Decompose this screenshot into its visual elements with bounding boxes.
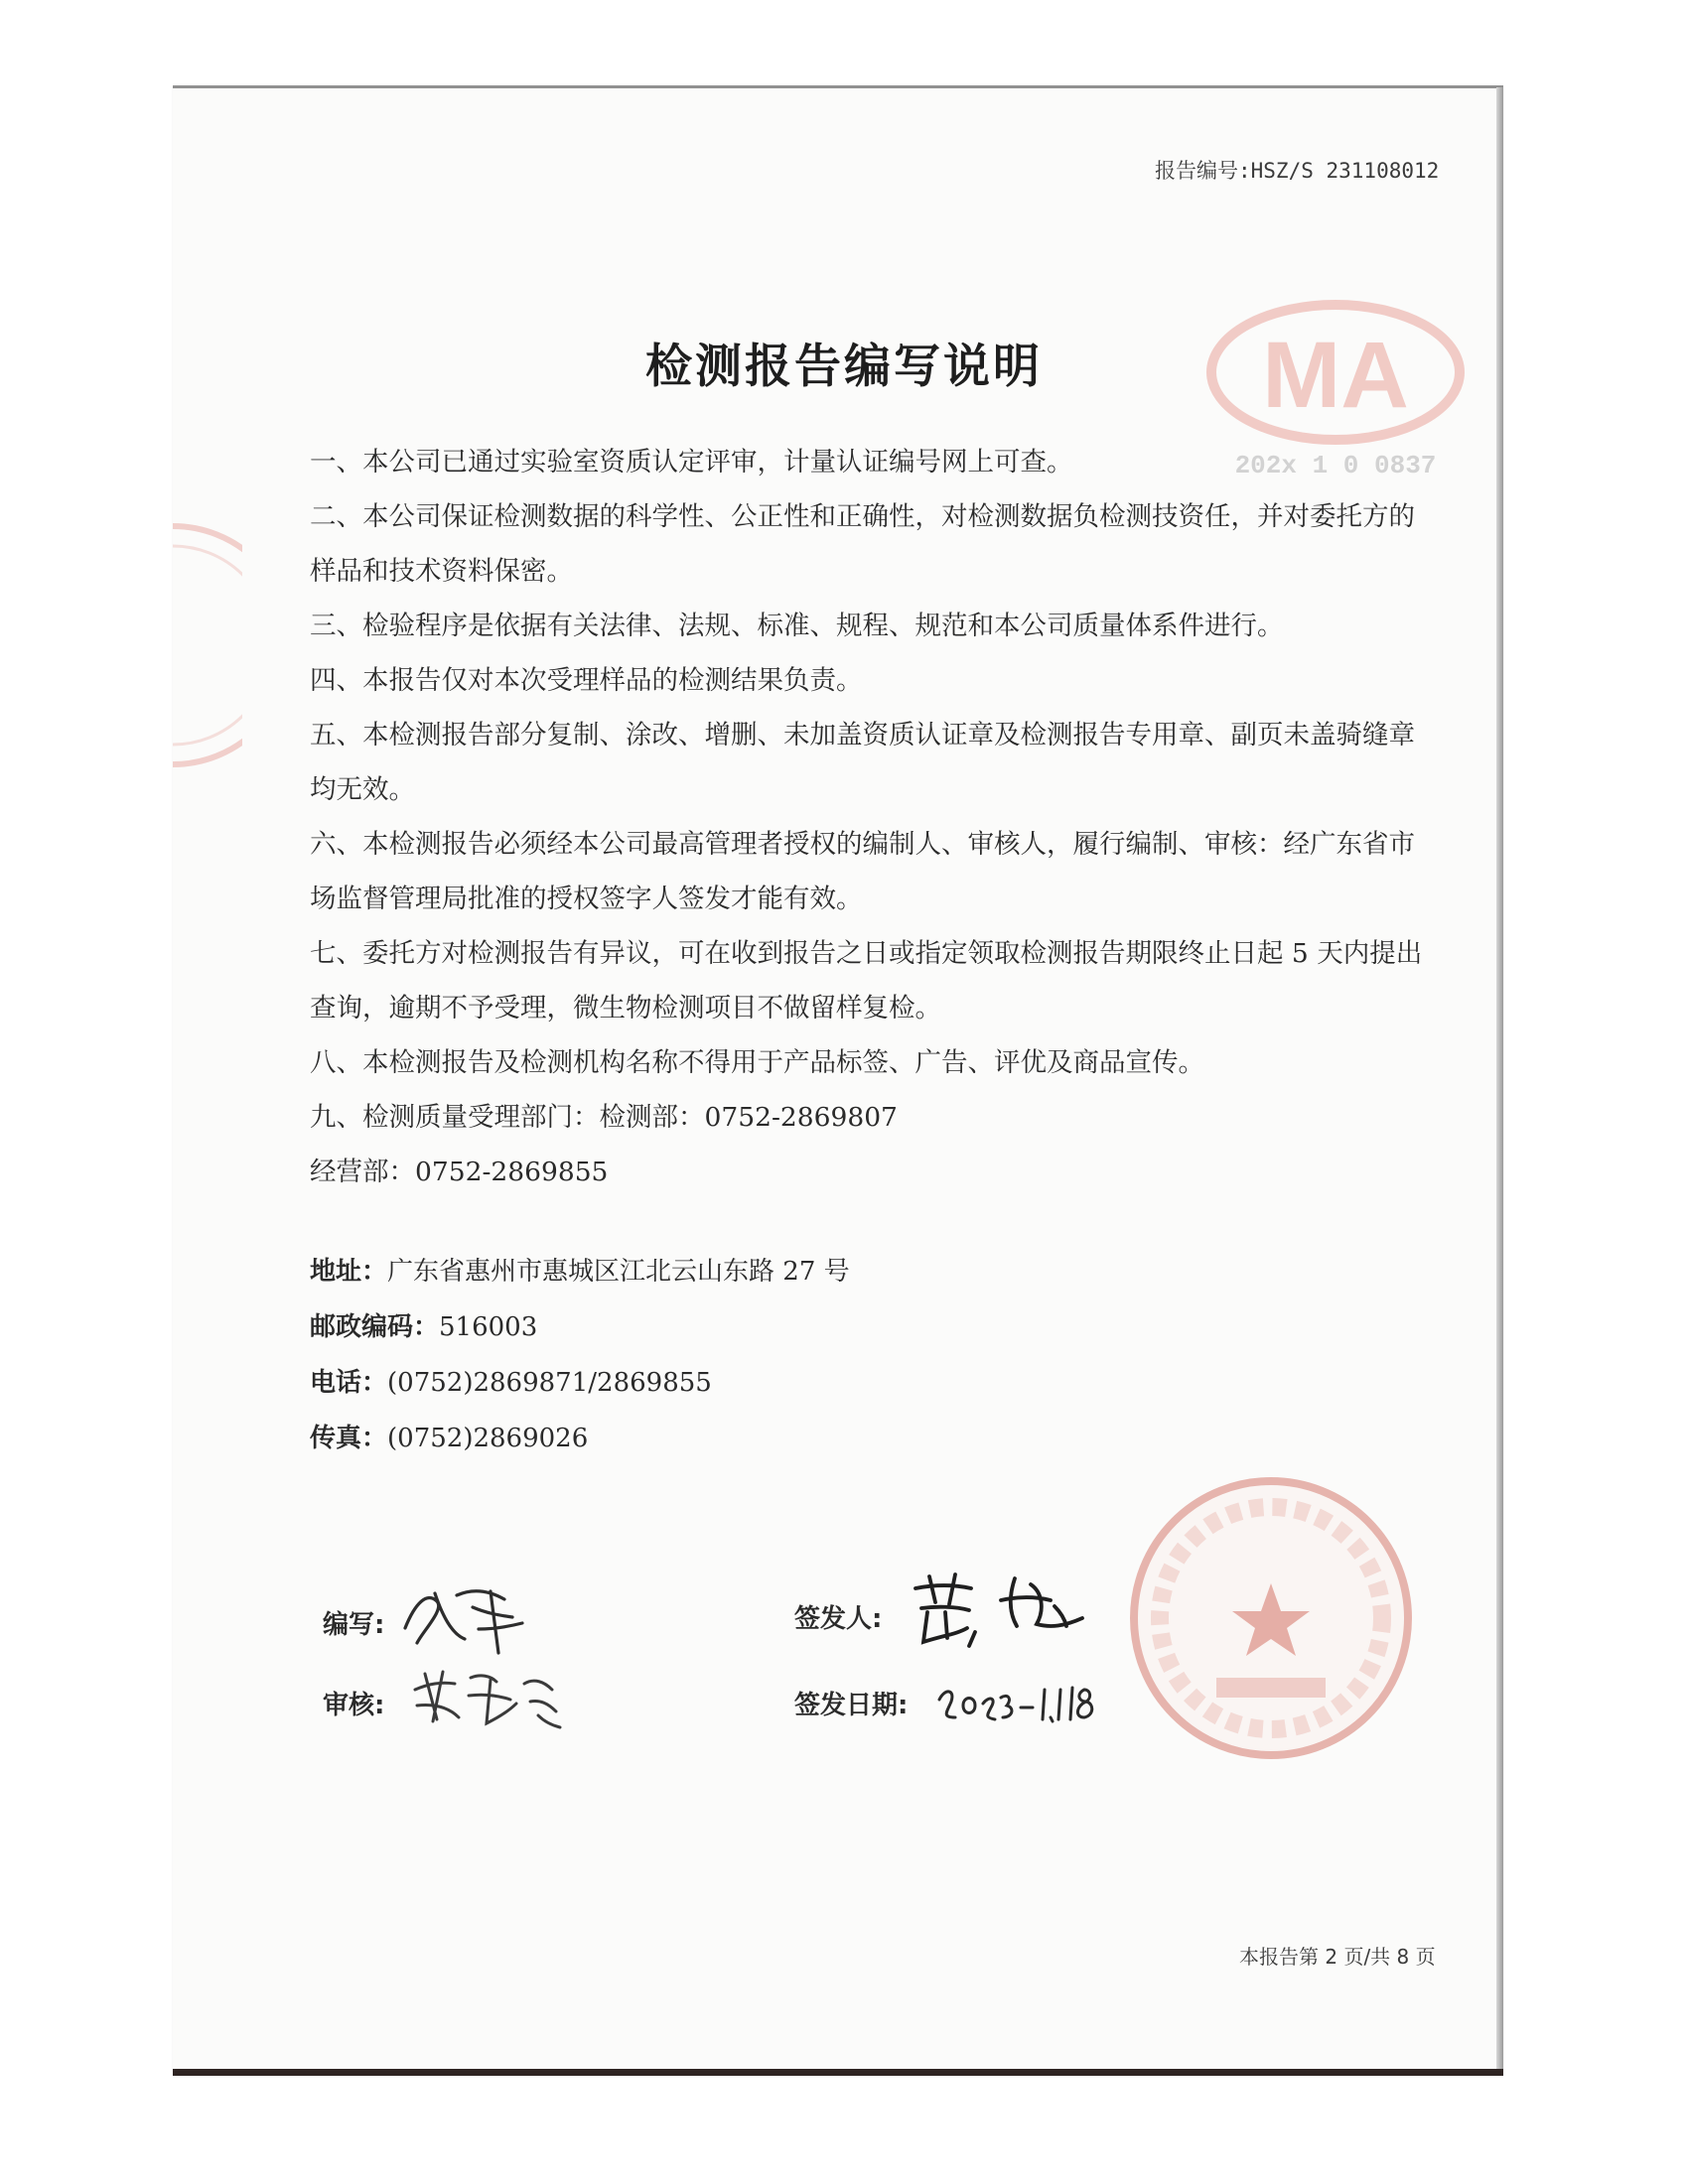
fax-value: (0752)2869026 bbox=[387, 1424, 589, 1453]
cma-stamp-code: 202x 1 0 0837 bbox=[1234, 451, 1437, 480]
clause-list bbox=[310, 435, 1426, 1199]
clause-item: 三、检验程序是依据有关法律、法规、标准、规程、规范和本公司质量体系件进行。 bbox=[310, 611, 1284, 641]
phone-label: 电话： bbox=[310, 1368, 388, 1398]
clause-item-sales-dept: 经营部：0752-2869855 bbox=[310, 1157, 609, 1187]
clause-item: 一、本公司已通过实验室资质认定评审，计量认证编号网上可查。 bbox=[310, 447, 1073, 478]
phone-value: (0752)2869871/2869855 bbox=[387, 1368, 712, 1398]
paper-edge-top bbox=[173, 85, 1503, 88]
issue-date-handwritten bbox=[933, 1668, 1112, 1737]
fax-label: 传真： bbox=[310, 1424, 388, 1453]
clause-item: 八、本检测报告及检测机构名称不得用于产品标签、广告、评优及商品宣传。 bbox=[310, 1047, 1204, 1078]
clause-item: 五、本检测报告部分复制、涂改、增删、未加盖资质认证章及检测报告专用章、副页未盖骑缝章均无效。 bbox=[310, 720, 1415, 805]
paper-edge-bottom bbox=[173, 2069, 1503, 2076]
clause-item: 九、检测质量受理部门：检测部：0752-2869807 bbox=[310, 1102, 898, 1133]
address-label: 地址： bbox=[310, 1257, 388, 1287]
clause-item: 六、本检测报告必须经本公司最高管理者授权的编制人、审核人，履行编制、审核：经广东省市场监督管理局批准的授权签字人签发才能有效。 bbox=[310, 829, 1415, 914]
address-value: 广东省惠州市惠城区江北云山东路 27 号 bbox=[387, 1257, 850, 1287]
reviewer-signature bbox=[407, 1660, 566, 1739]
address-row bbox=[310, 1244, 1303, 1299]
clause-item: 二、本公司保证检测数据的科学性、公正性和正确性，对检测数据负检测技资任，并对委托方的样品和技术资料保密。 bbox=[310, 501, 1415, 587]
reviewer-label: 审核: bbox=[323, 1691, 385, 1720]
page-title: 检测报告编写说明 bbox=[645, 340, 1043, 394]
postcode-row bbox=[310, 1299, 1303, 1355]
issuer-label: 签发人: bbox=[794, 1604, 883, 1634]
issuer-signature bbox=[906, 1567, 1094, 1651]
page-number-footer: 本报告第 2 页/共 8 页 bbox=[1239, 1945, 1436, 1969]
left-edge-seal-stamp bbox=[173, 516, 242, 774]
postcode-label: 邮政编码： bbox=[310, 1312, 440, 1342]
phone-row bbox=[310, 1355, 1303, 1411]
postcode-value: 516003 bbox=[439, 1312, 538, 1342]
fax-row bbox=[310, 1411, 1303, 1466]
report-number: 报告编号:HSZ/S 231108012 bbox=[1155, 159, 1440, 183]
official-round-seal-stamp bbox=[1117, 1464, 1425, 1772]
editor-label: 编写: bbox=[323, 1610, 385, 1640]
clause-item: 四、本报告仅对本次受理样品的检测结果负责。 bbox=[310, 665, 863, 696]
issue-date-label: 签发日期: bbox=[794, 1691, 909, 1720]
clause-item: 七、委托方对检测报告有异议，可在收到报告之日或指定领取检测报告期限终止日起 5 天内提出查询，逾期不予受理，微生物检测项目不做留样复检。 bbox=[310, 938, 1423, 1024]
cma-stamp-text: MA bbox=[1262, 323, 1409, 428]
contact-info bbox=[310, 1244, 1303, 1466]
editor-signature bbox=[395, 1573, 534, 1658]
